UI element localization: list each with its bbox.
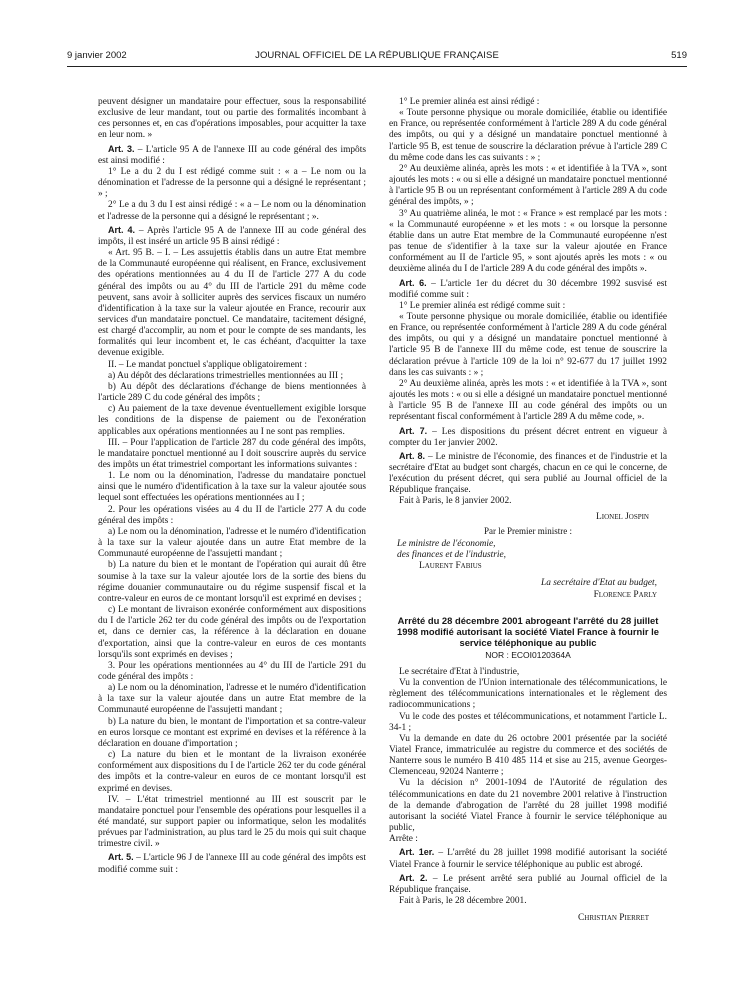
- paragraph-text: a) Au dépôt des déclarations trimestrielles mentionnées au III ;: [108, 370, 344, 381]
- paragraph: [389, 678, 667, 711]
- paragraph-text: Fait à Paris, le 28 décembre 2001.: [399, 896, 527, 906]
- arrete-title: Arrêté du 28 décembre 2001 abrogeant l'arrêté du 28 juillet 1998 modifié autorisant la société Viatel France à fournir le service téléphonique au public: [397, 614, 659, 648]
- paragraph-text: – Les dispositions du présent décret entrent en vigueur à compter du 1er janvier 2002.: [389, 426, 668, 448]
- article-paragraph: [389, 873, 667, 896]
- paragraph: [389, 379, 667, 424]
- paragraph: [98, 560, 366, 605]
- article-paragraph: [98, 225, 366, 248]
- paragraph-text: Vu la décision n° 2001-1094 de l'Autorité de régulation des télécommunications en date du 21 novembre 2001 relative à l'instruction de la demande d'abrogation de l'arrêté du 28 juillet 1998 modifié autorisant la société Viatel France à fournir le service téléphonique au public,: [389, 778, 667, 834]
- paragraph-text: peuvent désigner un mandataire pour effectuer, sous la responsabilité exclusive de leur mandant, tout ou partie des formalités incombant à ces personnes et, en cas d'opérations imposables, pour acquitter la taxe en leur nom. »: [98, 97, 366, 141]
- article-label: Art. 1er.: [399, 847, 435, 858]
- paragraph-text: 2° Le a du 3 du I est ainsi rédigé : « a – Le nom ou la dénomination et l'adresse de la personne qui a désigné le représentant ; ».: [98, 200, 366, 222]
- paragraph-text: c) La nature du bien et le montant de la livraison exonérée conformément aux dispositions du I de l'article 262 ter du code général des impôts et la contre-valeur en euros de ce montant lorsqu'il est exprimé en devises.: [98, 750, 366, 794]
- paragraph-text: Fait à Paris, le 8 janvier 2002.: [399, 496, 512, 507]
- paragraph-text: – Le ministre de l'économie, des finances et de l'industrie et la secrétaire d'Etat au budget sont chargés, chacun en ce qui le concerne, de l'exécution du présent décret, qui sera publié au Journal officiel de la République française.: [389, 451, 667, 496]
- paragraph: [98, 382, 366, 404]
- paragraph-text: 2° Au deuxième alinéa, après les mots : « et identifiée à la TVA », sont ajoutés les mots : « ou si elle a désigné un mandataire ponctuel mentionné à l'article 95 B de l'annexe III au code général des impôts ou un représentant fiscal conformément à l'article 289 A du même code, ».: [389, 378, 667, 423]
- paragraph: [98, 360, 366, 371]
- article-label: Art. 8.: [399, 450, 426, 461]
- paragraph-text: II. – Le mandat ponctuel s'applique obligatoirement :: [108, 359, 308, 370]
- paragraph-text: Arrête :: [389, 834, 418, 845]
- paragraph-text: 1° Le premier alinéa est ainsi rédigé :: [399, 97, 540, 107]
- paragraph: [389, 164, 667, 209]
- paragraph: [389, 301, 667, 312]
- signature-secretary: Florence Parly: [593, 589, 657, 600]
- signature-prime-minister: Lionel Jospin: [596, 511, 649, 522]
- paragraph-text: 2. Pour les opérations visées au 4 du II de l'article 277 A du code général des impôts :: [98, 504, 366, 526]
- paragraph-text: Le secrétaire d'Etat à l'industrie,: [399, 666, 520, 677]
- paragraph-text: « Toute personne physique ou morale domiciliée, établie ou identifiée en France, ou représentée conformément à l'article 289 A du code général des impôts, ou qui y a désigné un mandataire ponctuel mentionné à l'article 95 B, est tenue de souscrire la déclaration prévue à l'article 289 C du même code dans les cas suivants : » ;: [389, 108, 667, 163]
- signature-intro: Par le Premier ministre :: [484, 525, 572, 536]
- paragraph-text: 1° Le premier alinéa est rédigé comme suit :: [399, 300, 566, 311]
- paragraph-text: « Toute personne physique ou morale domiciliée, établie ou identifiée en France, ou représentée conformément à l'article 289 A du code général des impôts, ou qui y a désigné un mandataire ponctuel mentionné à l'article 95 B de l'annexe III du même code, est tenue de souscrire la déclaration prévue à l'article 109 de la loi n° 92-677 du 17 juillet 1992 dans les cas suivants : » ;: [389, 311, 667, 378]
- secretary-title: La secrétaire d'Etat au budget,: [541, 578, 657, 589]
- article-label: Art. 4.: [108, 224, 135, 235]
- article-paragraph: [389, 278, 667, 301]
- paragraph: [98, 438, 366, 471]
- paragraph-text: IV. – L'état trimestriel mentionné au III est souscrit par le mandataire ponctuel pour l'ensemble des opérations pour lesquelles il a été mandaté, sur support papier ou informatique, selon les modalités prévues par l'administration, au plus tard le 25 du mois qui suit chaque trimestre civil. »: [98, 794, 366, 850]
- decree-continuation: [389, 97, 667, 508]
- arrete-body: [389, 667, 667, 907]
- paragraph-text: 1° Le a du 2 du I est rédigé comme suit : « a – Le nom ou la dénomination et l'adresse de la personne qui a désigné le représentant ; » ;: [98, 166, 366, 200]
- paragraph-text: a) Le nom ou la dénomination, l'adresse et le numéro d'identification à la taxe sur la valeur ajoutée dans un autre Etat membre de la Communauté européenne de l'assujetti mandant ;: [98, 683, 366, 716]
- nor-reference: NOR : ECOI0120364A: [485, 649, 571, 660]
- paragraph: [98, 167, 366, 200]
- article-label: Art. 7.: [399, 425, 428, 436]
- paragraph: [98, 200, 366, 222]
- page-header: [67, 50, 687, 64]
- header-date: 9 janvier 2002: [67, 50, 127, 61]
- paragraph: [389, 734, 667, 779]
- right-column: [389, 97, 667, 924]
- paragraph: [98, 795, 366, 851]
- article-label: Art. 6.: [399, 277, 427, 288]
- article-paragraph: [389, 451, 667, 497]
- paragraph: [98, 527, 366, 560]
- paragraph-text: – Le présent arrêté sera publié au Journal officiel de la République française.: [389, 873, 667, 895]
- paragraph-text: – L'arrêté du 28 juillet 1998 modifié autorisant la société Viatel France à fournir le service téléphonique au public est abrogé.: [389, 848, 667, 870]
- paragraph-text: b) Au dépôt des déclarations d'échange de biens mentionnées à l'article 289 C du code général des impôts ;: [98, 381, 366, 404]
- article-paragraph: [98, 144, 366, 167]
- paragraph-text: c) Le montant de livraison exonérée conformément aux dispositions du I de l'article 262 ter du code général des impôts ou de l'exportation et, dans ce dernier cas, la référence à la déclaration en douane d'exportation, ainsi que la contre-valeur en euros de ces montants lorsqu'ils sont exprimés en devises ;: [98, 605, 366, 660]
- paragraph: [98, 605, 366, 661]
- paragraph-text: – L'article 95 A de l'annexe III au code général des impôts est ainsi modifié :: [98, 144, 366, 166]
- page-number: 519: [671, 50, 687, 61]
- article-label: Art. 3.: [108, 143, 135, 154]
- signature-minister: Laurent Fabius: [419, 561, 482, 572]
- paragraph: [389, 778, 667, 834]
- paragraph-text: a) Le nom ou la dénomination, l'adresse et le numéro d'identification à la taxe sur la valeur ajoutée dans un autre Etat membre de la Communauté européenne de l'assujetti mandant ;: [98, 526, 366, 560]
- article-label: Art. 2.: [399, 872, 428, 883]
- left-column: [98, 97, 366, 876]
- paragraph-text: 3. Pour les opérations mentionnées au 4° du III de l'article 291 du code général des impôts :: [98, 660, 366, 682]
- paragraph: [389, 667, 667, 678]
- paragraph: [98, 404, 366, 437]
- paragraph-text: Vu le code des postes et télécommunications, et notamment l'article L. 34-1 ;: [389, 711, 667, 733]
- paragraph: [389, 209, 667, 276]
- paragraph-text: Vu la convention de l'Union internationale des télécommunications, le règlement des télécommunications internationales et le règlement des radiocommunications ;: [389, 678, 667, 711]
- paragraph: [98, 661, 366, 683]
- paragraph: [389, 312, 667, 379]
- journal-title: JOURNAL OFFICIEL DE LA RÉPUBLIQUE FRANÇAISE: [255, 50, 499, 61]
- paragraph: [98, 505, 366, 527]
- article-label: Art. 5.: [108, 852, 134, 863]
- article-paragraph: [389, 426, 667, 449]
- paragraph-text: Vu la demande en date du 26 octobre 2001 présentée par la société Viatel France, immatriculée au registre du commerce et des sociétés de Nanterre sous le numéro B 410 485 114 et sise au 215, avenue Georges-Clemenceau, 92024 Nanterre ;: [389, 733, 667, 778]
- paragraph: [98, 750, 366, 795]
- paragraph-text: b) La nature du bien, le montant de l'importation et sa contre-valeur en euros lorsque ce montant est exprimé en devises et la référence à la déclaration en douane d'importation ;: [98, 716, 366, 749]
- paragraph-text: – Après l'article 95 A de l'annexe III au code général des impôts, il est inséré un article 95 B ainsi rédigé :: [98, 225, 366, 247]
- signature-arrete: Christian Pierret: [578, 913, 649, 924]
- paragraph-text: 3° Au quatrième alinéa, le mot : « France » est remplacé par les mots : « la Communauté européenne » et les mots : « ou lorsque la personne établie dans un autre Etat membre de la Communauté européenne n'est pas tenue de s'identifier à la taxe sur la valeur ajoutée en France conformément au II de l'article 95, » sont ajoutés après les mots : « ou deuxième alinéa du I de l'article 289 A du code général des impôts ».: [389, 208, 667, 275]
- paragraph-text: « Art. 95 B. – I. – Les assujettis établis dans un autre Etat membre de la Communauté européenne qui réalisent, en France, exclusivement des opérations mentionnées au 4 du II de l'article 277 A du code général des impôts ou au 4° du III de l'article 291 du même code peuvent, sans avoir à solliciter auprès des services fiscaux un numéro d'identification à la taxe sur la valeur ajoutée en France, recourir aux services d'un mandataire ponctuel. Ce mandataire, tacitement désigné, est chargé d'accomplir, au nom et pour le compte de ses mandants, les formalités qui leur incombent et, le cas échéant, d'acquitter la taxe devenue exigible.: [98, 248, 366, 359]
- paragraph: [389, 834, 667, 845]
- article-paragraph: [98, 852, 366, 875]
- paragraph: [389, 97, 667, 108]
- paragraph-text: 2° Au deuxième alinéa, après les mots : « et identifiée à la TVA », sont ajoutés les mots : « ou si elle a désigné un mandataire ponctuel mentionné à l'article 95 B ou un représentant conformément à l'article 289 A du code général des impôts, » ;: [389, 163, 667, 208]
- minister-title-line-2: des finances et de l'industrie,: [397, 550, 507, 561]
- paragraph: [98, 371, 366, 382]
- paragraph: [98, 97, 366, 142]
- paragraph: [98, 248, 366, 360]
- paragraph-text: – L'article 96 J de l'annexe III au code général des impôts est modifié comme suit :: [98, 853, 366, 875]
- paragraph: [389, 896, 667, 907]
- paragraph: [98, 683, 366, 716]
- paragraph-text: c) Au paiement de la taxe devenue éventuellement exigible lorsque les conditions de la dispense de paiement ou de l'exonération applicables aux opérations mentionnées au I ne sont pas remplies.: [98, 404, 366, 437]
- paragraph-text: b) La nature du bien et le montant de l'opération qui aurait dû être soumise à la taxe sur la valeur ajoutée lors de la sortie des biens du régime douanier communautaire ou du régime suspensif fiscal et la contre-valeur en euros de ce montant lorsqu'il est exprimé en devises ;: [98, 560, 366, 604]
- paragraph: [389, 712, 667, 734]
- paragraph: [389, 108, 667, 164]
- paragraph: [98, 717, 366, 750]
- header-rule: [67, 66, 687, 67]
- article-paragraph: [389, 847, 667, 870]
- paragraph: [389, 496, 667, 507]
- paragraph-text: III. – Pour l'application de l'article 287 du code général des impôts, le mandataire ponctuel mentionné au I doit souscrire auprès du service des impôts un état trimestriel comportant les informations suivantes :: [98, 437, 366, 470]
- paragraph-text: – L'article 1er du décret du 30 décembre 1992 susvisé est modifié comme suit :: [389, 278, 667, 300]
- paragraph-text: 1. Le nom ou la dénomination, l'adresse du mandataire ponctuel ainsi que le numéro d'identification à la taxe sur la valeur ajoutée sous lequel sont effectuées les opérations mentionnées au I ;: [98, 471, 366, 504]
- minister-title-line-1: Le ministre de l'économie,: [397, 538, 496, 549]
- paragraph: [98, 471, 366, 504]
